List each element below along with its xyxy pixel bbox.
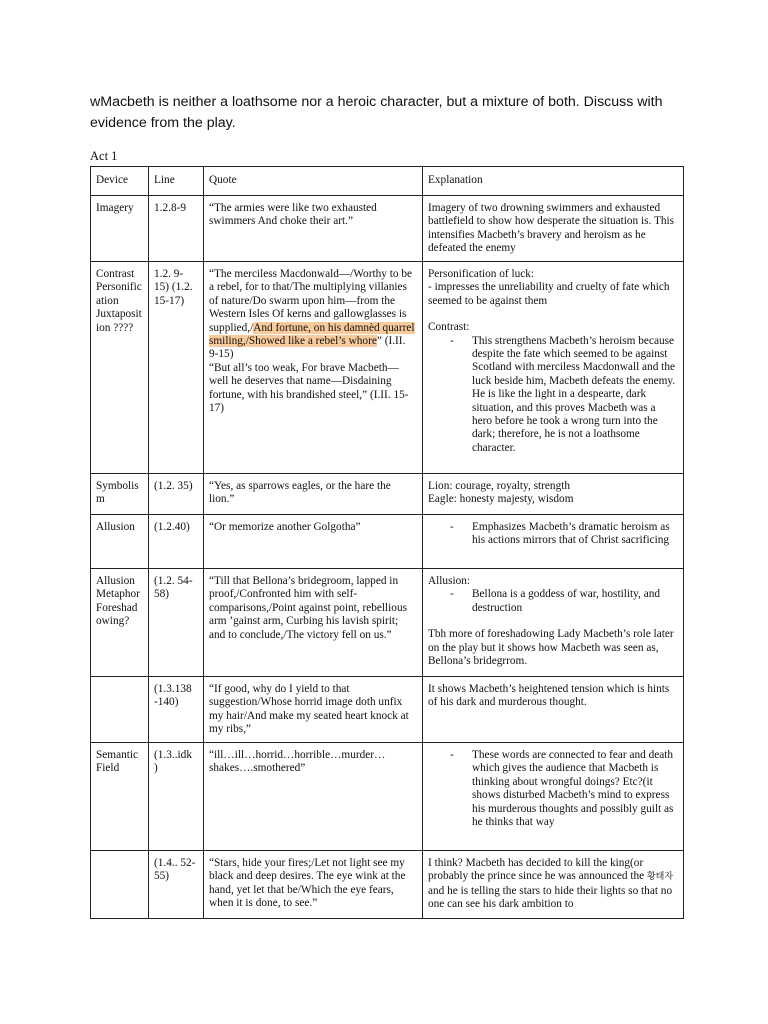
device-cell — [91, 677, 149, 743]
device-cell: Allusion — [91, 515, 149, 569]
header-device: Device — [91, 167, 149, 196]
explanation-heading: Allusion: — [428, 575, 471, 587]
device-cell: Contrast Personification Juxtaposition ???? — [91, 262, 149, 474]
device-cell: Allusion Metaphor Foreshadowing? — [91, 569, 149, 677]
bullet-list — [428, 335, 678, 456]
header-quote: Quote — [204, 167, 423, 196]
table-row — [91, 743, 684, 851]
device-cell — [91, 851, 149, 919]
quote-cell — [204, 262, 423, 474]
explanation-cell — [423, 851, 684, 919]
quote-text: “The merciless Macdonwald—/Worthy to be a rebel, for to that/The multiplying villanies of nature/Do swarm upon him—from the Western Isles Of kerns and gallowglasses is supplied,/ — [209, 268, 413, 334]
quote-cell: “Stars, hide your fires;/Let not light see my black and deep desires. The eye wink at the hand, yet let that be/Which the eye fears, when it is done, to see.” — [204, 851, 423, 919]
table-header-row — [91, 167, 684, 196]
explanation-cell: Imagery of two drowning swimmers and exhausted battlefield to show how desperate the situation is. This intensifies Macbeth’s bravery and heroism as he defeated the enemy — [423, 196, 684, 262]
line-cell: (1.2. 35) — [149, 474, 204, 515]
bullet-item: - Bellona is a goddess of war, hostility, and destruction — [428, 588, 678, 615]
header-explanation: Explanation — [423, 167, 684, 196]
explanation-text: Lion: courage, royalty, strength — [428, 480, 571, 492]
bullet-list — [428, 749, 678, 829]
korean-word: 황태자 — [646, 872, 674, 883]
quote-text: “But all’s too weak, For brave Macbeth—well he deserves that name—Disdaining fortune, with his brandished steel,” (I.II. 15-17) — [209, 361, 409, 415]
quote-cell: “Yes, as sparrows eagles, or the hare the lion.” — [204, 474, 423, 515]
explanation-heading: Contrast: — [428, 321, 470, 334]
device-cell: Imagery — [91, 196, 149, 262]
analysis-table — [90, 166, 684, 919]
table-row — [91, 515, 684, 569]
line-cell: 1.2.8-9 — [149, 196, 204, 262]
table-row — [91, 262, 684, 474]
explanation-cell — [423, 743, 684, 851]
quote-cell: “Till that Bellona’s bridegroom, lapped in proof,/Confronted him with self-comparisons,/Point against point, rebellious arm ’gainst arm, Curbing his lavish spirit; and to conclude,/The victory fell on us.” — [204, 569, 423, 677]
line-cell: (1.3..idk ) — [149, 743, 204, 851]
quote-cell: “ill…ill…horrid…horrible…murder…shakes….smothered” — [204, 743, 423, 851]
line-cell: 1.2. 9-15) (1.2. 15-17) — [149, 262, 204, 474]
line-cell: (1.4.. 52-55) — [149, 851, 204, 919]
highlighted-quote: And fortune, on his damnèd quarrel smiling,/Showed like a rebel’s whore — [209, 321, 415, 348]
explanation-cell: It shows Macbeth’s heightened tension which is hints of his dark and murderous thought. — [423, 677, 684, 743]
line-cell: (1.2.40) — [149, 515, 204, 569]
table-row — [91, 851, 684, 919]
bullet-list — [428, 588, 678, 615]
explanation-heading: Personification of luck: — [428, 268, 535, 280]
quote-cell: “If good, why do I yield to that suggestion/Whose horrid image doth unfix my hair/And make my seated heart knock at my ribs,” — [204, 677, 423, 743]
device-cell: Symbolism — [91, 474, 149, 515]
explanation-text: I think? Macbeth has decided to kill the king(or probably the prince since he was announced the — [428, 857, 647, 883]
header-line: Line — [149, 167, 204, 196]
quote-cell: “Or memorize another Golgotha” — [204, 515, 423, 569]
bullet-item: - These words are connected to fear and death which gives the audience that Macbeth is thinking about wrongful doings? Etc?(it shows disturbed Macbeth’s mind to express his murderous thoughts and possibly guilt as he thinks that way — [428, 749, 678, 829]
bullet-item: - Emphasizes Macbeth’s dramatic heroism as his actions mirrors that of Christ sacrificing — [428, 521, 678, 548]
quote-cell: “The armies were like two exhausted swimmers And choke their art.” — [204, 196, 423, 262]
bullet-item: - This strengthens Macbeth’s heroism because despite the fate which seemed to be against Scotland with merciless Macdonwall and the luck beside him, Macbeth defeats the enemy. He is like the light in a despearte, dark situation, and this proves Macbeth was a hero before he took a wrong turn into the dark; therefore, he is not a loathsome character. — [428, 335, 678, 456]
bullet-list — [428, 521, 678, 548]
table-row — [91, 474, 684, 515]
explanation-cell — [423, 262, 684, 474]
explanation-cell — [423, 474, 684, 515]
explanation-text: and he is telling the stars to hide their lights so that no one can see his dark ambition to — [428, 884, 673, 911]
device-cell: Semantic Field — [91, 743, 149, 851]
section-heading: Act 1 — [90, 149, 118, 163]
table-row — [91, 569, 684, 677]
line-cell: (1.3.138 -140) — [149, 677, 204, 743]
explanation-cell — [423, 515, 684, 569]
table-row — [91, 677, 684, 743]
explanation-cell — [423, 569, 684, 677]
quote-citation: ” (I.II. 9-15) — [209, 335, 406, 361]
essay-prompt: wMacbeth is neither a loathsome nor a heroic character, but a mixture of both. Discuss with evidence from the play. — [90, 94, 663, 131]
explanation-text: Eagle: honesty majesty, wisdom — [428, 493, 574, 506]
table-row — [91, 196, 684, 262]
explanation-text: - impresses the unreliability and cruelty of fate which seemed to be against them — [428, 281, 670, 307]
line-cell: (1.2. 54-58) — [149, 569, 204, 677]
explanation-text: Tbh more of foreshadowing Lady Macbeth’s role later on the play but it shows how Macbeth was seen as, Bellona’s bridegrrom. — [428, 628, 674, 668]
